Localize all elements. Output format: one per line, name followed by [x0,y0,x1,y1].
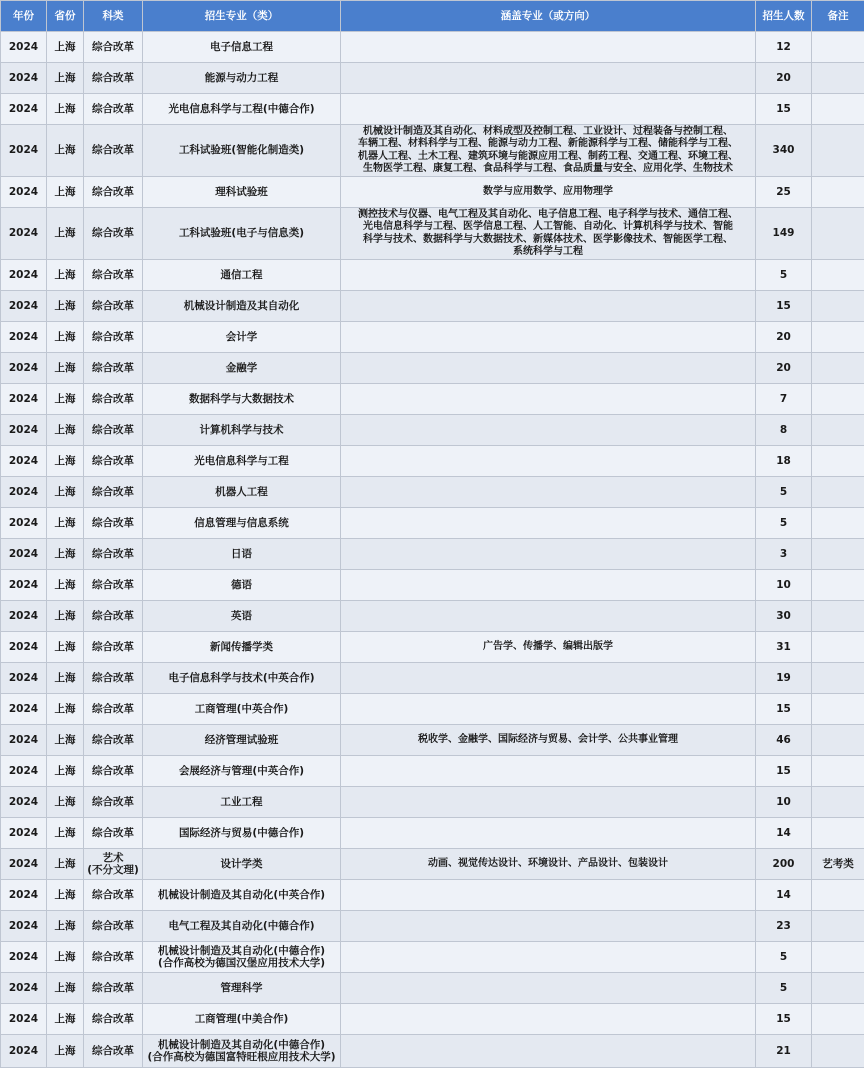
cell-note [812,477,864,508]
cell-province: 上海 [47,260,84,291]
cell-year: 2024 [1,1004,47,1035]
cell-category: 综合改革 [84,663,143,694]
cell-year: 2024 [1,756,47,787]
cell-category: 综合改革 [84,477,143,508]
cell-province: 上海 [47,911,84,942]
cell-enrollment-count: 23 [756,911,812,942]
cell-major: 电气工程及其自动化(中德合作) [143,911,341,942]
cell-note [812,384,864,415]
cell-category: 综合改革 [84,725,143,756]
cell-note [812,632,864,663]
cell-enrollment-count: 7 [756,384,812,415]
cell-enrollment-count: 15 [756,756,812,787]
header-enrollment-count: 招生人数 [756,1,812,32]
cell-major: 设计学类 [143,849,341,880]
cell-covered-majors: 数学与应用数学、应用物理学 [341,177,756,208]
cell-category: 综合改革 [84,384,143,415]
cell-note: 艺考类 [812,849,864,880]
cell-category: 综合改革 [84,973,143,1004]
cell-major: 通信工程 [143,260,341,291]
cell-note [812,911,864,942]
cell-province: 上海 [47,446,84,477]
cell-note [812,260,864,291]
cell-major: 光电信息科学与工程(中德合作) [143,94,341,125]
cell-category: 综合改革 [84,787,143,818]
cell-category: 综合改革 [84,446,143,477]
cell-category: 综合改革 [84,818,143,849]
cell-covered-majors [341,663,756,694]
table-row [1,415,864,446]
cell-year: 2024 [1,63,47,94]
cell-covered-majors [341,63,756,94]
cell-province: 上海 [47,125,84,177]
cell-note [812,94,864,125]
table-row [1,601,864,632]
table-row [1,1004,864,1035]
cell-major: 德语 [143,570,341,601]
cell-year: 2024 [1,1035,47,1068]
header-row [1,1,864,32]
cell-year: 2024 [1,125,47,177]
cell-enrollment-count: 5 [756,942,812,973]
cell-major: 工商管理(中美合作) [143,1004,341,1035]
table-row [1,322,864,353]
cell-covered-majors: 广告学、传播学、编辑出版学 [341,632,756,663]
cell-major: 工科试验班(智能化制造类) [143,125,341,177]
cell-covered-majors [341,539,756,570]
header-major: 招生专业（类） [143,1,341,32]
cell-province: 上海 [47,725,84,756]
cell-note [812,539,864,570]
table-row [1,477,864,508]
cell-province: 上海 [47,880,84,911]
cell-major: 数据科学与大数据技术 [143,384,341,415]
cell-covered-majors [341,818,756,849]
cell-note [812,353,864,384]
cell-note [812,415,864,446]
cell-province: 上海 [47,1035,84,1068]
cell-year: 2024 [1,208,47,260]
table-row [1,942,864,973]
cell-major: 管理科学 [143,973,341,1004]
cell-major: 会计学 [143,322,341,353]
cell-major: 经济管理试验班 [143,725,341,756]
cell-year: 2024 [1,849,47,880]
cell-category: 综合改革 [84,1004,143,1035]
cell-major: 新闻传播学类 [143,632,341,663]
cell-province: 上海 [47,818,84,849]
cell-province: 上海 [47,353,84,384]
cell-note [812,725,864,756]
cell-province: 上海 [47,663,84,694]
cell-province: 上海 [47,508,84,539]
cell-major: 机械设计制造及其自动化(中德合作) (合作高校为德国汉堡应用技术大学) [143,942,341,973]
cell-category: 综合改革 [84,508,143,539]
cell-enrollment-count: 18 [756,446,812,477]
cell-major: 工业工程 [143,787,341,818]
cell-enrollment-count: 20 [756,63,812,94]
cell-note [812,756,864,787]
cell-covered-majors: 动画、视觉传达设计、环境设计、产品设计、包装设计 [341,849,756,880]
cell-category: 综合改革 [84,260,143,291]
cell-category: 综合改革 [84,63,143,94]
cell-year: 2024 [1,32,47,63]
table-row [1,208,864,260]
cell-enrollment-count: 20 [756,322,812,353]
cell-category: 综合改革 [84,539,143,570]
table-row [1,911,864,942]
cell-enrollment-count: 15 [756,291,812,322]
table-row [1,446,864,477]
table-row [1,756,864,787]
table-row [1,849,864,880]
cell-covered-majors: 机械设计制造及其自动化、材料成型及控制工程、工业设计、过程装备与控制工程、 车辆工程、材料科学与工程、能源与动力工程、新能源科学与工程、储能科学与工程、 机器人工程、土木工程、建筑环境与能源应用工程、制药工程、交通工程、环境工程、 生物医学工程、康复工程、食品科学与工程、食品质量与安全、应用化学、生物技术 [341,125,756,177]
cell-note [812,880,864,911]
header-note: 备注 [812,1,864,32]
cell-year: 2024 [1,973,47,1004]
cell-category: 综合改革 [84,570,143,601]
table-row [1,1035,864,1068]
cell-major: 英语 [143,601,341,632]
table-row [1,787,864,818]
cell-year: 2024 [1,942,47,973]
table-row [1,570,864,601]
cell-category: 综合改革 [84,694,143,725]
table-row [1,973,864,1004]
header-covered-majors: 涵盖专业（或方向） [341,1,756,32]
cell-province: 上海 [47,694,84,725]
cell-note [812,818,864,849]
cell-note [812,208,864,260]
cell-category: 综合改革 [84,415,143,446]
cell-major: 计算机科学与技术 [143,415,341,446]
cell-note [812,63,864,94]
cell-category: 综合改革 [84,32,143,63]
cell-category: 综合改革 [84,880,143,911]
cell-year: 2024 [1,911,47,942]
cell-enrollment-count: 5 [756,973,812,1004]
cell-note [812,1004,864,1035]
cell-enrollment-count: 5 [756,260,812,291]
cell-covered-majors [341,322,756,353]
cell-major: 理科试验班 [143,177,341,208]
cell-category: 综合改革 [84,125,143,177]
cell-enrollment-count: 3 [756,539,812,570]
cell-year: 2024 [1,570,47,601]
cell-category: 综合改革 [84,177,143,208]
cell-covered-majors [341,384,756,415]
cell-covered-majors [341,601,756,632]
cell-category: 综合改革 [84,601,143,632]
cell-major: 机器人工程 [143,477,341,508]
cell-year: 2024 [1,94,47,125]
cell-major: 机械设计制造及其自动化(中英合作) [143,880,341,911]
cell-note [812,570,864,601]
cell-major: 电子信息工程 [143,32,341,63]
cell-year: 2024 [1,415,47,446]
cell-note [812,787,864,818]
cell-province: 上海 [47,756,84,787]
table-row [1,663,864,694]
cell-covered-majors [341,508,756,539]
cell-note [812,942,864,973]
cell-province: 上海 [47,177,84,208]
cell-province: 上海 [47,208,84,260]
cell-major: 国际经济与贸易(中德合作) [143,818,341,849]
cell-province: 上海 [47,1004,84,1035]
cell-enrollment-count: 21 [756,1035,812,1068]
table-row [1,32,864,63]
cell-note [812,694,864,725]
cell-category: 艺术 (不分文理) [84,849,143,880]
table-row [1,725,864,756]
table-row [1,384,864,415]
cell-year: 2024 [1,291,47,322]
cell-note [812,177,864,208]
cell-year: 2024 [1,725,47,756]
cell-province: 上海 [47,942,84,973]
cell-province: 上海 [47,415,84,446]
table-row [1,353,864,384]
header-province: 省份 [47,1,84,32]
cell-enrollment-count: 15 [756,94,812,125]
cell-note [812,1035,864,1068]
header-year: 年份 [1,1,47,32]
cell-year: 2024 [1,663,47,694]
cell-major: 电子信息科学与技术(中英合作) [143,663,341,694]
cell-year: 2024 [1,694,47,725]
cell-category: 综合改革 [84,353,143,384]
cell-covered-majors [341,477,756,508]
cell-province: 上海 [47,570,84,601]
cell-province: 上海 [47,384,84,415]
cell-major: 日语 [143,539,341,570]
cell-covered-majors [341,446,756,477]
table-row [1,125,864,177]
cell-major: 金融学 [143,353,341,384]
table-row [1,818,864,849]
cell-year: 2024 [1,601,47,632]
cell-category: 综合改革 [84,942,143,973]
cell-enrollment-count: 5 [756,477,812,508]
table-row [1,694,864,725]
cell-major: 工商管理(中英合作) [143,694,341,725]
cell-province: 上海 [47,539,84,570]
cell-covered-majors [341,787,756,818]
cell-enrollment-count: 340 [756,125,812,177]
cell-enrollment-count: 20 [756,353,812,384]
cell-major: 机械设计制造及其自动化(中德合作) (合作高校为德国富特旺根应用技术大学) [143,1035,341,1068]
cell-note [812,446,864,477]
cell-province: 上海 [47,63,84,94]
cell-covered-majors [341,1004,756,1035]
cell-covered-majors: 测控技术与仪器、电气工程及其自动化、电子信息工程、电子科学与技术、通信工程、 光电信息科学与工程、医学信息工程、人工智能、自动化、计算机科学与技术、智能 科学与技术、数据科学与大数据技术、新媒体技术、医学影像技术、智能医学工程、 系统科学与工程 [341,208,756,260]
table-row [1,260,864,291]
cell-covered-majors: 税收学、金融学、国际经济与贸易、会计学、公共事业管理 [341,725,756,756]
cell-province: 上海 [47,322,84,353]
cell-major: 机械设计制造及其自动化 [143,291,341,322]
cell-category: 综合改革 [84,208,143,260]
cell-major: 能源与动力工程 [143,63,341,94]
cell-enrollment-count: 149 [756,208,812,260]
cell-category: 综合改革 [84,94,143,125]
table-row [1,539,864,570]
cell-province: 上海 [47,601,84,632]
table-row [1,63,864,94]
cell-year: 2024 [1,632,47,663]
table-row [1,508,864,539]
cell-enrollment-count: 14 [756,880,812,911]
cell-major: 信息管理与信息系统 [143,508,341,539]
cell-province: 上海 [47,632,84,663]
cell-enrollment-count: 15 [756,694,812,725]
cell-covered-majors [341,1035,756,1068]
cell-province: 上海 [47,94,84,125]
cell-year: 2024 [1,260,47,291]
table-header [1,1,864,32]
cell-note [812,322,864,353]
cell-enrollment-count: 19 [756,663,812,694]
cell-major: 工科试验班(电子与信息类) [143,208,341,260]
cell-covered-majors [341,942,756,973]
table-row [1,632,864,663]
header-category: 科类 [84,1,143,32]
cell-enrollment-count: 10 [756,570,812,601]
cell-enrollment-count: 12 [756,32,812,63]
cell-note [812,125,864,177]
cell-category: 综合改革 [84,1035,143,1068]
cell-category: 综合改革 [84,756,143,787]
cell-covered-majors [341,911,756,942]
cell-enrollment-count: 46 [756,725,812,756]
cell-year: 2024 [1,353,47,384]
cell-category: 综合改革 [84,632,143,663]
cell-enrollment-count: 10 [756,787,812,818]
cell-covered-majors [341,880,756,911]
cell-covered-majors [341,353,756,384]
cell-note [812,32,864,63]
cell-year: 2024 [1,818,47,849]
cell-province: 上海 [47,973,84,1004]
cell-note [812,291,864,322]
cell-note [812,663,864,694]
cell-year: 2024 [1,787,47,818]
cell-enrollment-count: 25 [756,177,812,208]
cell-note [812,508,864,539]
cell-year: 2024 [1,322,47,353]
cell-enrollment-count: 15 [756,1004,812,1035]
cell-year: 2024 [1,177,47,208]
cell-covered-majors [341,694,756,725]
cell-enrollment-count: 8 [756,415,812,446]
cell-covered-majors [341,94,756,125]
cell-covered-majors [341,32,756,63]
cell-year: 2024 [1,880,47,911]
table-row [1,291,864,322]
cell-covered-majors [341,570,756,601]
cell-note [812,601,864,632]
cell-province: 上海 [47,477,84,508]
cell-major: 会展经济与管理(中英合作) [143,756,341,787]
cell-enrollment-count: 31 [756,632,812,663]
cell-covered-majors [341,415,756,446]
cell-year: 2024 [1,384,47,415]
cell-category: 综合改革 [84,911,143,942]
cell-covered-majors [341,973,756,1004]
cell-year: 2024 [1,508,47,539]
cell-enrollment-count: 14 [756,818,812,849]
cell-year: 2024 [1,539,47,570]
table-row [1,880,864,911]
cell-category: 综合改革 [84,291,143,322]
cell-province: 上海 [47,291,84,322]
cell-enrollment-count: 5 [756,508,812,539]
cell-province: 上海 [47,32,84,63]
table-row [1,177,864,208]
cell-covered-majors [341,756,756,787]
table-body [1,32,864,1068]
cell-year: 2024 [1,446,47,477]
cell-major: 光电信息科学与工程 [143,446,341,477]
cell-province: 上海 [47,849,84,880]
cell-enrollment-count: 200 [756,849,812,880]
table-row [1,94,864,125]
cell-province: 上海 [47,787,84,818]
cell-year: 2024 [1,477,47,508]
cell-enrollment-count: 30 [756,601,812,632]
cell-covered-majors [341,260,756,291]
cell-covered-majors [341,291,756,322]
cell-category: 综合改革 [84,322,143,353]
cell-note [812,973,864,1004]
